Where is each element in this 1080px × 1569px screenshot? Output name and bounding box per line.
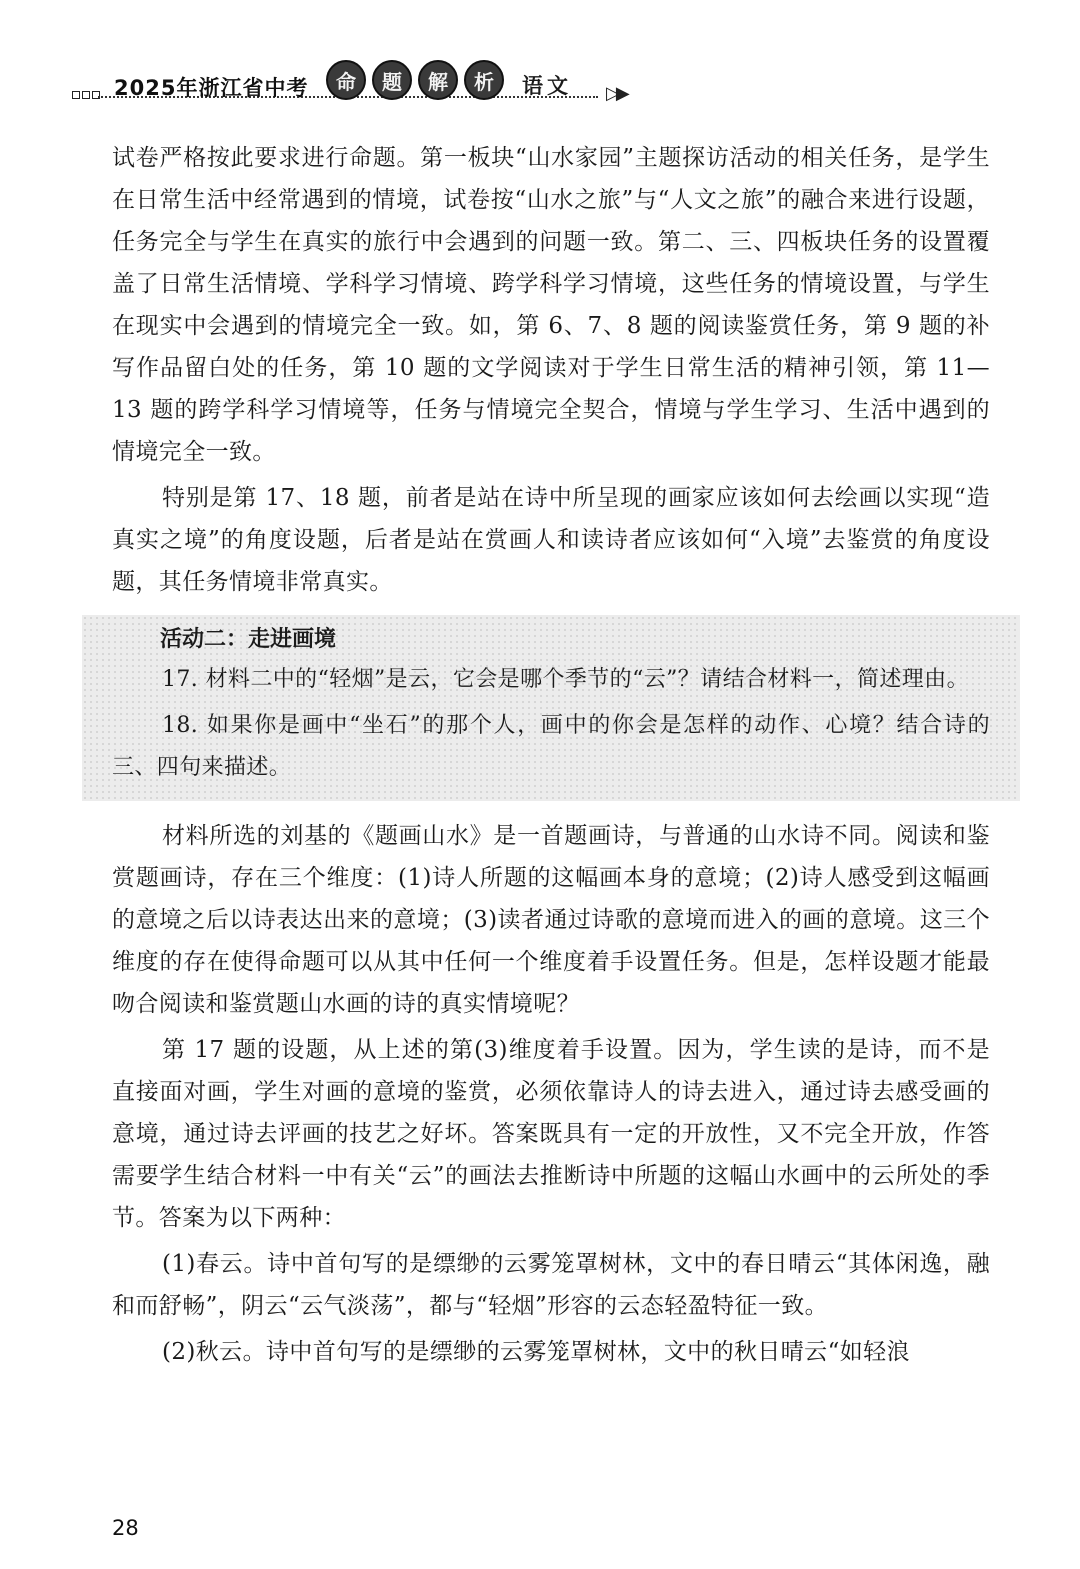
header-squares-decoration [72,91,100,99]
question-18: 18. 如果你是画中“坐石”的那个人，画中的你会是怎样的动作、心境？结合诗的三、四句来描述。 [112,713,990,780]
body-paragraph: 特别是第 17、18 题，前者是站在诗中所呈现的画家应该如何去绘画以实现“造真实之境”的角度设题，后者是站在赏画人和读诗者应该如何“入境”去鉴赏的角度设题，其任务情境非常真实。 [112,485,990,595]
subject-label: 语文 [522,74,572,98]
body-paragraph: 材料所选的刘基的《题画山水》是一首题画诗，与普通的山水诗不同。阅读和鉴赏题画诗，存在三个维度：(1)诗人所题的这幅画本身的意境；(2)诗人感受到这幅画的意境之后以诗表达出来的意境；(3)读者通过诗歌的意境而进入的画的意境。这三个维度的存在使得命题可以从其中任何一个维度着手设置任务。但是，怎样设题才能最吻合阅读和鉴赏题山水画的诗的真实情境呢？ [112,823,990,1017]
excerpt-heading: 活动二：走进画境 [160,627,337,652]
question-17: 17. 材料二中的“轻烟”是云，它会是哪个季节的“云”？请结合材料一，简述理由。 [162,667,969,692]
book-title: 2025年浙江省中考 [114,76,309,100]
question-excerpt [82,615,1020,801]
page-number: 28 [112,1516,139,1540]
answer-item: (1)春云。诗中首句写的是缥缈的云雾笼罩树林，文中的春日晴云“其体闲逸，融和而舒畅”，阴云“云气淡荡”，都与“轻烟”形容的云态轻盈特征一致。 [112,1251,990,1319]
answer-item: (2)秋云。诗中首句写的是缥缈的云雾笼罩树林，文中的秋日晴云“如轻浪 [162,1339,910,1365]
title-seals [326,60,504,100]
page-body [112,137,990,1377]
page-header [70,58,1020,108]
arrow-decoration-icon: ▷▶ [606,83,626,104]
seal-char: 命 [326,60,366,100]
body-paragraph: 第 17 题的设题，从上述的第(3)维度着手设置。因为，学生读的是诗，而不是直接面对画，学生对画的意境的鉴赏，必须依靠诗人的诗去进入，通过诗去感受画的意境，通过诗去评画的技艺之好坏。答案既具有一定的开放性，又不完全开放，作答需要学生结合材料一中有关“云”的画法去推断诗中所题的这幅山水画中的云所处的季节。答案为以下两种： [112,1037,990,1231]
body-paragraph: 试卷严格按此要求进行命题。第一板块“山水家园”主题探访活动的相关任务，是学生在日常生活中经常遇到的情境，试卷按“山水之旅”与“人文之旅”的融合来进行设题，任务完全与学生在真实的旅行中会遇到的问题一致。第二、三、四板块任务的设置覆盖了日常生活情境、学科学习情境、跨学科学习情境，这些任务的情境设置，与学生在现实中会遇到的情境完全一致。如，第 6、7、8 题的阅读鉴赏任务，第 9 题的补写作品留白处的任务，第 10 题的文学阅读对于学生日常生活的精神引领，第 11—13 题的跨学科学习情境等，任务与情境完全契合，情境与学生学习、生活中遇到的情境完全一致。 [112,145,990,465]
seal-char: 析 [464,60,504,100]
seal-char: 题 [372,60,412,100]
seal-char: 解 [418,60,458,100]
